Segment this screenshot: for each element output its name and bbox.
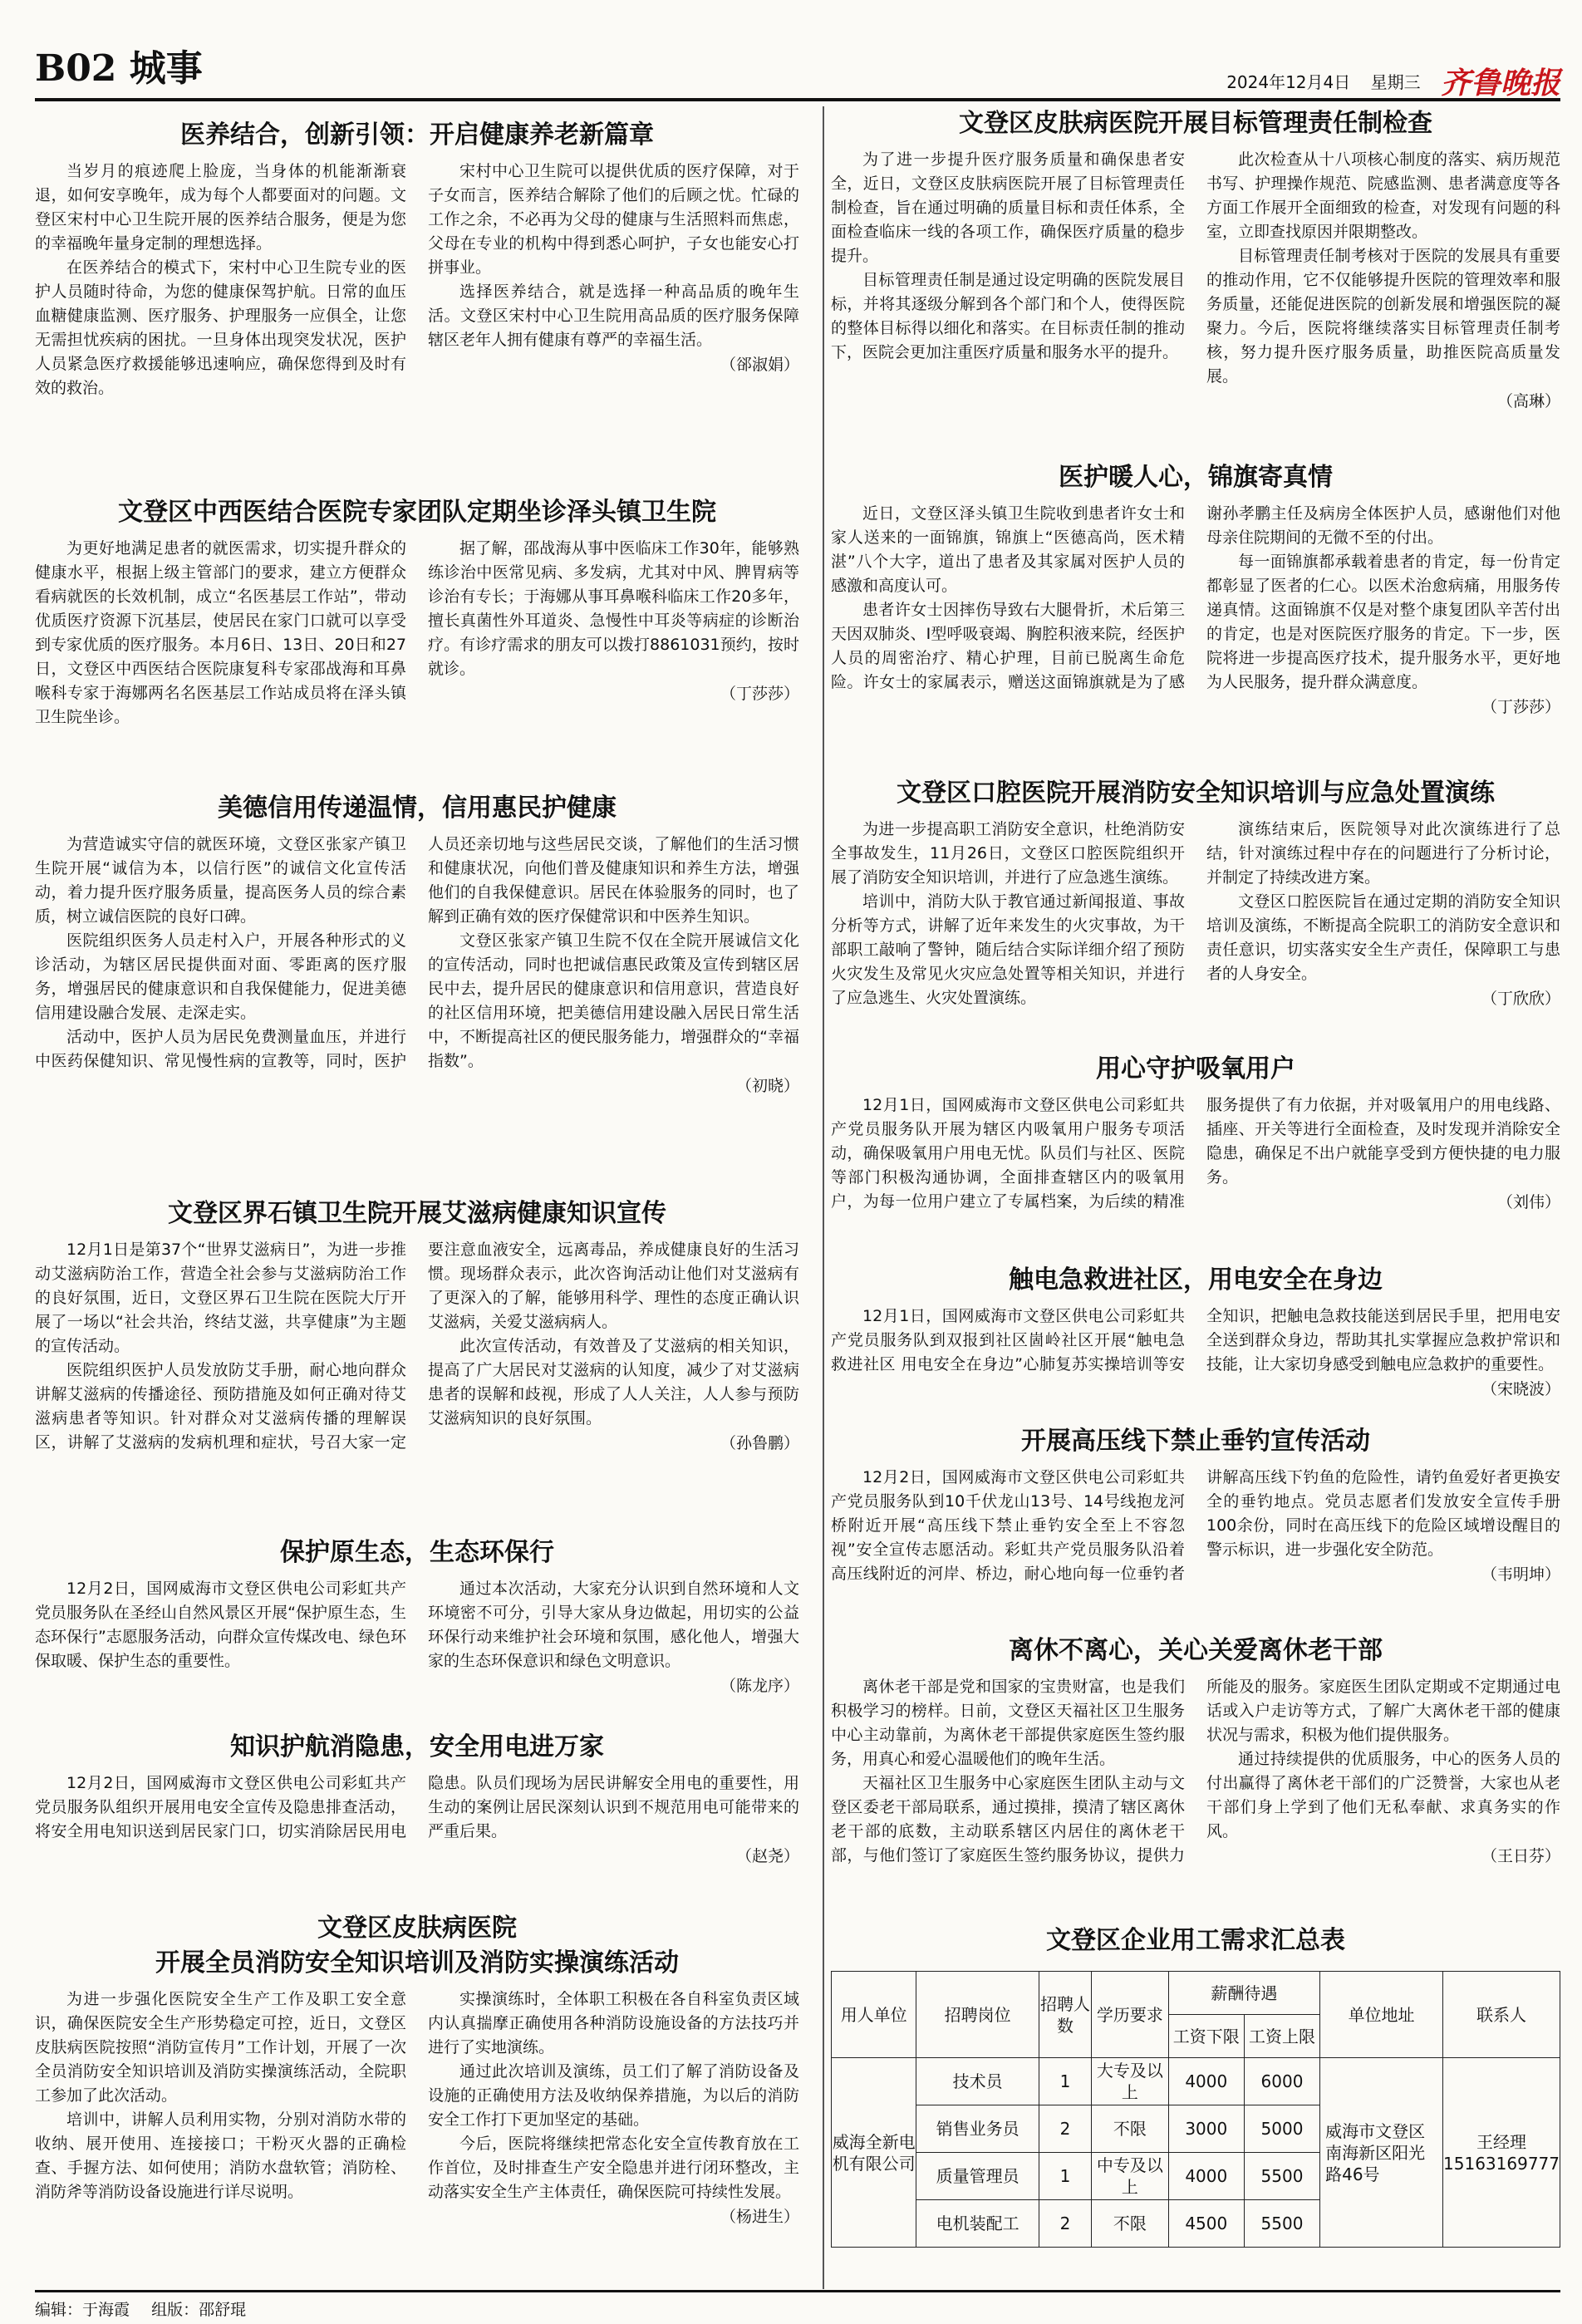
article-paragraph: 12月1日是第37个“世界艾滋病日”，为进一步推动艾滋病防治工作，营造全社会参与艾滋病防治工作的良好氛围，近日，文登区界石卫生院在医院大厅开展了一场以“社会共治，终结艾滋，共享健康”为主题的宣传活动。 (35, 1241, 406, 1355)
col-count: 招聘人数 (1039, 1972, 1091, 2058)
article-paragraph: 培训中，消防大队于教官通过新闻报道、事故分析等方式，讲解了近年来发生的火灾事故，为干部职工敲响了警钟，随后结合实际详细介绍了预防火灾发生及常见火灾应急处置等相关知识，并进行了应急逃生、火灾处置演练。 (831, 892, 1185, 1007)
article (831, 1052, 1560, 1214)
article-paragraph: 活动中，医护人员为居民免费测量血压，并进行中医药保健知识、常见慢性病的宣教等，同时，医护人员还亲切地与这些居民交谈，了解他们的生活习惯和健康状况，向他们普及健康知识和养生方法，增强他们的自我保健意识。居民在体验服务的同时，也了解到正确有效的医疗保健常识和中医养生知识。 (35, 835, 799, 1070)
article-paragraph: 文登区张家产镇卫生院不仅在全院开展诚信文化的宣传活动，同时也把诚信惠民政策及宣传到辖区居民中去，提升居民的健康意识和信用意识，营造良好的社区信用环境，把美德信用建设融入居民日常生活中，不断提高社区的便民服务能力，增强群众的“幸福指数”。 (428, 931, 799, 1070)
article-paragraph: 为进一步强化医院安全生产工作及职工安全意识，确保医院安全生产形势稳定可控，近日，文登区皮肤病医院按照“消防宣传月”工作计划，开展了一次全员消防安全知识培训及消防实操演练活动，全院职工参加了此次活动。 (35, 1990, 406, 2105)
header-meta (1211, 55, 1560, 101)
article-author: （陈龙序） (720, 1677, 799, 1695)
col-contact: 联系人 (1443, 1972, 1560, 2058)
article (35, 118, 799, 400)
section-title: B02 城事 (35, 47, 203, 90)
article-paragraph: 医院组织医护人员发放防艾手册，耐心地向群众讲解艾滋病的传播途径、预防措施及如何正确对待艾滋病患者等知识。针对群众对艾滋病传播的理解误区，讲解了艾滋病的发病机理和症状，号召大家一定要注意血液安全，远离毒品，养成健康良好的生活习惯。现场群众表示，此次咨询活动让他们对艾滋病有了更深入的了解，能够用科学、理性的态度正确认识艾滋病，关爱艾滋病病人。 (35, 1241, 799, 1452)
contact-name: 王经理 (1476, 2131, 1526, 2152)
edu-cell: 不限 (1092, 2200, 1169, 2248)
article (35, 1535, 799, 1697)
article-body (831, 1466, 1560, 1586)
table-row (832, 2058, 1560, 2105)
article-paragraph: 为更好地满足患者的就医需求，切实提升群众的健康水平，根据上级主管部门的要求，建立方便群众看病就医的长效机制，成立“名医基层工作站”，带动优质医疗资源下沉基层，使居民在家门口就可以享受到专家优质的医疗服务。本月6日、13日、20日和27日，文登区中西医结合医院康复科专家邵战海和耳鼻喉科专家于海娜两名名医基层工作站成员将在泽头镇卫生院坐诊。 (35, 539, 406, 726)
editor-credit: 编辑：于海霞 (35, 2301, 130, 2319)
article (831, 106, 1560, 412)
col-edu: 学历要求 (1092, 1972, 1169, 2058)
article-paragraph: 实操演练时，全体职工积极在各自科室负责区域内认真揣摩正确使用各种消防设施设备的方法技巧并进行了实地演练。 (428, 1990, 799, 2056)
col-company: 用人单位 (832, 1972, 916, 2058)
article-paragraph: 离休老干部是党和国家的宝贵财富，也是我们积极学习的榜样。日前，文登区天福社区卫生服务中心主动靠前，为离休老干部提供家庭医生签约服务，用真心和爱心温暖他们的晚年生活。 (831, 1678, 1185, 1768)
article-paragraph: 为进一步提高职工消防安全意识，杜绝消防安全事故发生，11月26日，文登区口腔医院组织开展了消防安全知识培训，并进行了应急逃生演练。 (831, 820, 1185, 887)
salary-high-cell: 5500 (1244, 2200, 1319, 2248)
article-title: 知识护航消隐患，安全用电进万家 (230, 1732, 604, 1761)
article-author: （丁莎莎） (720, 685, 799, 703)
contact-phone: 15163169777 (1443, 2153, 1560, 2174)
article-paragraph: 通过此次培训及演练，员工们了解了消防设备及设施的正确使用方法及收纳保养措施，为以后的消防安全工作打下更加坚定的基础。 (428, 2062, 799, 2129)
article-title: 文登区皮肤病医院开展目标管理责任制检查 (959, 109, 1432, 138)
col-salary-low: 工资下限 (1168, 2015, 1244, 2058)
article-body (35, 1771, 799, 1867)
article-body (831, 1304, 1560, 1400)
article-paragraph: 此次宣传活动，有效普及了艾滋病的相关知识，提高了广大居民对艾滋病的认知度，减少了对艾滋病患者的误解和歧视，形成了人人关注，人人参与预防艾滋病知识的良好氛围。 (428, 1337, 799, 1427)
article-body (35, 1577, 799, 1697)
salary-low-cell: 4000 (1168, 2153, 1244, 2200)
jobs-table (831, 1971, 1560, 2248)
article-author: （王日芬） (1481, 1847, 1560, 1865)
article-author: （高琳） (1496, 392, 1560, 410)
article-body (831, 148, 1560, 412)
article-paragraph: 选择医养结合，就是选择一种高品质的晚年生活。文登区宋村中心卫生院用高品质的医疗服务保障辖区老年人拥有健康有尊严的幸福生活。 (428, 283, 799, 349)
article (35, 791, 799, 1097)
article-paragraph: 目标管理责任制考核对于医院的发展具有重要的推动作用，它不仅能够提升医院的管理效率和服务质量，还能促进医院的创新发展和增强医院的凝聚力。今后，医院将继续落实目标管理责任制考核，努力提升医疗服务质量，助推医院高质量发展。 (1206, 247, 1560, 386)
article (35, 1730, 799, 1867)
article-paragraph: 医院组织医务人员走村入户，开展各种形式的义诊活动，为辖区居民提供面对面、零距离的医疗服务，增强居民的健康意识和自我保健能力，促进美德信用建设融合发展、走深走实。 (35, 931, 406, 1022)
article (831, 776, 1560, 1010)
edu-cell: 大专及以上 (1092, 2058, 1169, 2105)
col-address: 单位地址 (1320, 1972, 1443, 2058)
salary-low-cell: 4500 (1168, 2200, 1244, 2248)
article-title: 医护暖人心，锦旗寄真情 (1059, 463, 1333, 492)
count-cell: 1 (1039, 2153, 1091, 2200)
article-paragraph: 为营造诚实守信的就医环境，文登区张家产镇卫生院开展“诚信为本，以信行医”的诚信文化宣传活动，着力提升医疗服务质量，提高医务人员的综合素质，树立诚信医院的良好口碑。 (35, 835, 406, 926)
article (831, 460, 1560, 718)
article-paragraph: 12月1日，国网威海市文登区供电公司彩虹共产党员服务队开展为辖区内吸氧用户服务专项活动，确保吸氧用户用电无忧。队员们与社区、医院等部门积极沟通协调，全面排查辖区内的吸氧用户，为每一位用户建立了专属档案，为后续的精准服务提供了有力依据，并对吸氧用户的用电线路、插座、开关等进行全面检查，及时发现并消除安全隐患，确保足不出户就能享受到方便快捷的电力服务。 (831, 1096, 1560, 1211)
article (831, 1424, 1560, 1586)
article (831, 1634, 1560, 1868)
article-title: 医养结合，创新引领：开启健康养老新篇章 (180, 120, 654, 150)
article-title: 美德信用传递温情，信用惠民护健康 (218, 794, 617, 823)
article (831, 1263, 1560, 1400)
article-body (35, 1238, 799, 1455)
column-divider (823, 106, 824, 2289)
article-author: （郤淑娟） (720, 356, 799, 374)
salary-low-cell: 4000 (1168, 2058, 1244, 2105)
article-author: （刘伟） (1496, 1193, 1560, 1211)
count-cell: 1 (1039, 2058, 1091, 2105)
article-paragraph: 文登区口腔医院旨在通过定期的消防安全知识培训及演练，不断提高全院职工的消防安全意识和责任意识，切实落实安全生产责任，保障职工与患者的人身安全。 (1206, 892, 1560, 983)
edu-cell: 不限 (1092, 2105, 1169, 2153)
position-cell: 技术员 (916, 2058, 1039, 2105)
article-body (35, 537, 799, 730)
article-paragraph: 宋村中心卫生院可以提供优质的医疗保障，对于子女而言，医养结合解除了他们的后顾之忧。忙碌的工作之余，不必再为父母的健康与生活照料而焦虑，父母在专业的机构中得到悉心呵护，子女也能安心打拼事业。 (428, 162, 799, 277)
article-paragraph: 患者许女士因摔伤导致右大腿骨折，术后第三天因双肺炎、I型呼吸衰竭、胸腔积液来院，经医护人员的周密治疗、精心护理，目前已脱离生命危险。许女士的家属表示，赠送这面锦旗就是为了感谢孙孝鹏主任及病房全体医护人员，感谢他们对他母亲住院期间的无微不至的付出。 (831, 504, 1560, 691)
article-author: （韦明坤） (1481, 1565, 1560, 1584)
article-body (35, 160, 799, 400)
article-author: （孙鲁鹏） (720, 1434, 799, 1452)
article-title: 用心守护吸氧用户 (1096, 1054, 1295, 1083)
article-title: 文登区皮肤病医院 开展全员消防安全知识培训及消防实操演练活动 (155, 1914, 679, 1978)
count-cell: 2 (1039, 2105, 1091, 2153)
article-author: （宋晓波） (1481, 1380, 1560, 1398)
article-body (831, 1675, 1560, 1868)
article-paragraph: 今后，医院将继续把常态化安全宣传教育放在工作首位，及时排查生产安全隐患并进行闭环整改，主动落实安全生产主体责任，确保医院可持续性发展。 (428, 2135, 799, 2201)
article-title: 文登区界石镇卫生院开展艾滋病健康知识宣传 (168, 1199, 666, 1228)
article-title: 离休不离心，关心关爱离休老干部 (1009, 1636, 1383, 1665)
article-title: 保护原生态，生态环保行 (280, 1538, 554, 1567)
article-body (831, 502, 1560, 718)
page-header (35, 33, 1560, 101)
article-paragraph: 天福社区卫生服务中心家庭医生团队主动与文登区委老干部局联系，通过摸排，摸清了辖区离休老干部的底数，主动联系辖区内居住的离休老干部，与他们签订了家庭医生签约服务协议，提供力所能及的服务。家庭医生团队定期或不定期通过电话或入户走访等方式，了解广大离休老干部的健康状况与需求，积极为他们提供服务。 (831, 1678, 1560, 1865)
article-body (831, 1093, 1560, 1214)
article-paragraph: 当岁月的痕迹爬上脸庞，当身体的机能渐渐衰退，如何安享晚年，成为每个人都要面对的问题。文登区宋村中心卫生院开展的医养结合服务，便是为您的幸福晚年量身定制的理想选择。 (35, 162, 406, 253)
article-title: 文登区中西医结合医院专家团队定期坐诊泽头镇卫生院 (118, 498, 716, 527)
article-paragraph: 12月2日，国网威海市文登区供电公司彩虹共产党员服务队组织开展用电安全宣传及隐患排查活动，将安全用电知识送到居民家门口，切实消除居民用电隐患。队员们现场为居民讲解安全用电的重要性，用生动的案例让居民深刻认识到不规范用电可能带来的严重后果。 (35, 1774, 799, 1840)
position-cell: 销售业务员 (916, 2105, 1039, 2153)
article (35, 1196, 799, 1455)
salary-low-cell: 3000 (1168, 2105, 1244, 2153)
table-header-row (832, 1972, 1560, 2015)
article-body (35, 833, 799, 1097)
newspaper-logo: 齐鲁晚报 (1440, 66, 1560, 101)
article-paragraph: 12月2日，国网威海市文登区供电公司彩虹共产党员服务队到10千伏龙山13号、14号线抱龙河桥附近开展“高压线下禁止垂钓安全至上不容忽视”安全宣传志愿活动。彩虹共产党员服务队沿着高压线附近的河岸、桥边，耐心地向每一位垂钓者讲解高压线下钓鱼的危险性，请钓鱼爱好者更换安全的垂钓地点。党员志愿者们发放安全宣传手册100余份，同时在高压线下的危险区域增设醒目的警示标识，进一步强化安全防范。 (831, 1468, 1560, 1583)
contact-cell (1443, 2058, 1560, 2248)
article-paragraph: 培训中，讲解人员利用实物，分别对消防水带的收纳、展开使用、连接接口；干粉灭火器的正确检查、手握方法、如何使用；消防水盘软管；消防栓、消防斧等消防设备设施进行详尽说明。 (35, 2110, 406, 2201)
salary-high-cell: 5000 (1244, 2105, 1319, 2153)
article-body (35, 1987, 799, 2228)
address-cell: 威海市文登区南海新区阳光路46号 (1320, 2058, 1443, 2248)
article-paragraph: 演练结束后，医院领导对此次演练进行了总结，针对演练过程中存在的问题进行了分析讨论，并制定了持续改进方案。 (1206, 820, 1560, 887)
jobs-table-section (831, 1923, 1560, 2248)
edu-cell: 中专及以上 (1092, 2153, 1169, 2200)
jobs-title: 文登区企业用工需求汇总表 (1046, 1926, 1345, 1955)
article-author: （丁莎莎） (1481, 698, 1560, 716)
article-title: 开展高压线下禁止垂钓宣传活动 (1021, 1427, 1370, 1456)
col-salary-high: 工资上限 (1244, 2015, 1319, 2058)
article-paragraph: 12月1日，国网威海市文登区供电公司彩虹共产党员服务队到双报到社区崮岭社区开展“触电急救进社区 用电安全在身边”心肺复苏实操培训等安全知识，把触电急救技能送到居民手里，把用电安全送到群众身边，帮助其扎实掌握应急救护常识和技能，让大家切身感受到触电应急救护的重要性。 (831, 1307, 1560, 1373)
company-cell: 威海全新电机有限公司 (832, 2058, 916, 2248)
col-position: 招聘岗位 (916, 1972, 1039, 2058)
article-paragraph: 据了解，邵战海从事中医临床工作30年，能够熟练诊治中医常见病、多发病，尤其对中风、脾胃病等诊治有专长；于海娜从事耳鼻喉科临床工作20多年，擅长真菌性外耳道炎、急慢性中耳炎等病症的诊断治疗。有诊疗需求的朋友可以拨打8861031预约，按时就诊。 (428, 539, 799, 678)
article-author: （丁欣欣） (1481, 990, 1560, 1008)
position-cell: 质量管理员 (916, 2153, 1039, 2200)
article (35, 1911, 799, 2228)
article-paragraph: 近日，文登区泽头镇卫生院收到患者许女士和家人送来的一面锦旗，锦旗上“医德高尚，医术精湛”八个大字，道出了患者及其家属对医护人员的感激和高度认可。 (831, 504, 1185, 595)
article-paragraph: 通过持续提供的优质服务，中心的医务人员的付出赢得了离休老干部们的广泛赞誉，大家也从老干部们身上学到了他们无私奉献、求真务实的作风。 (1206, 1750, 1560, 1840)
article-paragraph: 通过本次活动，大家充分认识到自然环境和人文环境密不可分，引导大家从身边做起，用切实的公益环保行动来维护社会环境和氛围，感化他人，增强大家的生态环保意识和绿色文明意识。 (428, 1580, 799, 1670)
page-footer (35, 2290, 1560, 2320)
article (35, 495, 799, 730)
article-paragraph: 为了进一步提升医疗服务质量和确保患者安全，近日，文登区皮肤病医院开展了目标管理责任制检查，旨在通过明确的质量目标和责任体系，全面检查临床一线的各项工作，确保医疗质量的稳步提升。 (831, 150, 1185, 265)
salary-high-cell: 5500 (1244, 2153, 1319, 2200)
layout-credit: 组版：邵舒琨 (151, 2301, 247, 2319)
count-cell: 2 (1039, 2200, 1091, 2248)
article-author: （初晓） (735, 1077, 799, 1095)
article-title: 文登区口腔医院开展消防安全知识培训与应急处置演练 (897, 779, 1495, 808)
article-title: 触电急救进社区，用电安全在身边 (1009, 1265, 1383, 1295)
article-paragraph: 12月2日，国网威海市文登区供电公司彩虹共产党员服务队在圣经山自然风景区开展“保护原生态，生态环保行”志愿服务活动，向群众宣传煤改电、绿色环保取暖、保护生态的重要性。 (35, 1580, 406, 1670)
issue-date: 2024年12月4日 (1226, 72, 1351, 92)
article-body (831, 818, 1560, 1010)
article-author: （杨进生） (720, 2208, 799, 2226)
position-cell: 电机装配工 (916, 2200, 1039, 2248)
issue-weekday: 星期三 (1370, 72, 1421, 92)
article-paragraph: 此次检查从十八项核心制度的落实、病历规范书写、护理操作规范、院感监测、患者满意度等各方面工作展开全面细致的检查，对发现有问题的科室，立即查找原因并限期整改。 (1206, 150, 1560, 241)
article-paragraph: 在医养结合的模式下，宋村中心卫生院专业的医护人员随时待命，为您的健康保驾护航。日常的血压血糖健康监测、医疗服务、护理服务一应俱全，让您无需担忧疾病的困扰。一旦身体出现突发状况，医护人员紧急医疗救援能够迅速响应，确保您得到及时有效的救治。 (35, 258, 406, 397)
article-author: （赵尧） (735, 1847, 799, 1865)
col-salary: 薪酬待遇 (1168, 1972, 1319, 2015)
article-paragraph: 目标管理责任制是通过设定明确的医院发展目标，并将其逐级分解到各个部门和个人，使得医院的整体目标得以细化和落实。在目标责任制的推动下，医院会更加注重医疗质量和服务水平的提升。 (831, 271, 1185, 361)
article-paragraph: 每一面锦旗都承载着患者的肯定，每一份肯定都彰显了医者的仁心。以医术治愈病痛，用服务传递真情。这面锦旗不仅是对整个康复团队辛苦付出的肯定，也是对医院医疗服务的肯定。下一步，医院将进一步提高医疗技术，提升服务水平，更好地为人民服务，提升群众满意度。 (1206, 553, 1560, 691)
salary-high-cell: 6000 (1244, 2058, 1319, 2105)
